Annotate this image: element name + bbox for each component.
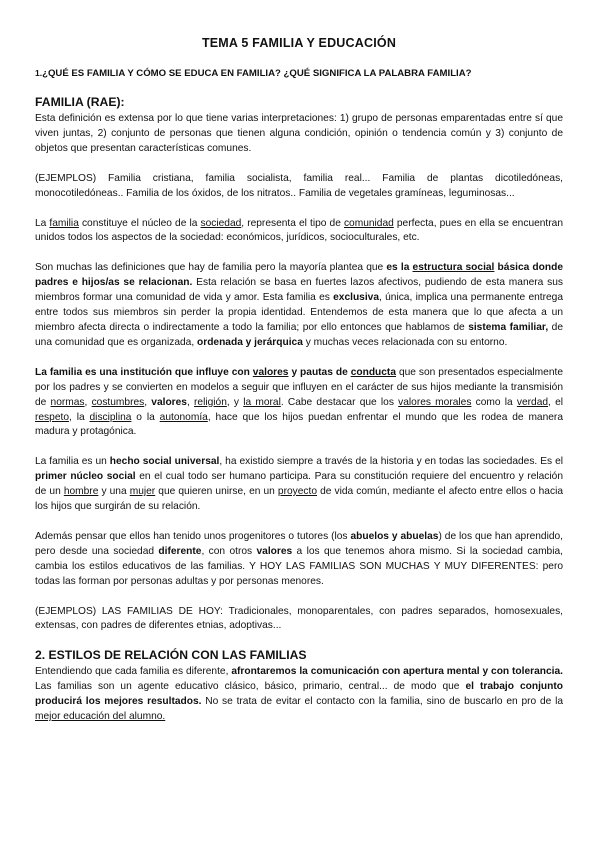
- section-heading-relation-styles: 2. ESTILOS DE RELACIÓN CON LAS FAMILIAS: [35, 648, 307, 663]
- paragraph-definition: Esta definición es extensa por lo que tiene varias interpretaciones: 1) grupo de personas emparentadas entre sí que viven juntas, 2) conjunto de personas que tienen alguna condición, opinión o tendencia común y 3) conjunto de objetos que presentan características comunes.: [35, 113, 563, 154]
- document-title: TEMA 5 FAMILIA Y EDUCACIÓN: [201, 36, 397, 50]
- section-heading-familia-rae: FAMILIA (RAE):: [35, 95, 125, 109]
- paragraph-social-structure: Son muchas las definiciones que hay de familia pero la mayoría plantea que es la estructura social básica donde padres e hijos/as se relacionan. Esta relación se basa en fuertes lazos afectivos, pudiendo de esta manera sus miembros formar una comunidad de vida y amor. Esta familia es exclusiva, única, implica una permanente entrega entre todos sus miembros sin perder la propia identidad. Entendemos de esta manera que lo que afecta a un miembro afecta directa o indirectamente a todo la familia; por ello entonces que hablamos de sistema familiar, de una comunidad que es organizada, ordenada y jerárquica y muchas veces relacionada con su entorno.: [35, 262, 564, 348]
- question-number: 1.: [35, 68, 43, 78]
- paragraph-examples: (EJEMPLOS) Familia cristiana, familia socialista, familia real... Familia de plantas dicotiledóneas, monocotiledóneas.. Familia de los óxidos, de los nitratos.. Familia de vegetales gramíneas, leguminosas...: [35, 172, 563, 199]
- paragraph-progenitors: Además pensar que ellos han tenido unos progenitores o tutores (los abuelos y abuelas) de los que han aprendido, pero desde una sociedad diferente, con otros valores a los que tenemos ahora mismo. Si la sociedad cambia, cambia los estilos educativos de las familias. Y HOY LAS FAMILIAS SON MUCHAS Y MUY DIFERENTES: pero todas las forman por personas adultas y por personas menores.: [35, 530, 564, 587]
- paragraph-social-fact: La familia es un hecho social universal, ha existido siempre a través de la historia y en todas las sociedades. Es el primer núcleo social en el cual todo ser humano participa. Para su constitución requiere del encuentro y relación de un hombre y una mujer que quieren unirse, en un proyecto de vida común, mediante el afecto entre ellos o hacia los hijos que surgirán de su relación.: [35, 456, 564, 513]
- question-heading: [35, 68, 563, 79]
- paragraph-relation-styles: Entendiendo que cada familia es diferente, afrontaremos la comunicación con apertura mental y con tolerancia. Las familias son un agente educativo clásico, básico, primario, central... de modo que el trabajo conjunto producirá los mejores resultados. No se trata de evitar el contacto con la familia, sino de buscarlo en pro de la mejor educación del alumno.: [35, 666, 564, 723]
- paragraph-institution-values: La familia es una institución que influye con valores y pautas de conducta que son presentados especialmente por los padres y se convierten en modelos a seguir que influyen en el carácter de sus hijos mediante la transmisión de normas, costumbres, valores, religión, y la moral. Cabe destacar que los valores morales como la verdad, el respeto, la disciplina o la autonomía, hace que los hijos puedan enfrentar el mundo que les rodea de manera madura y protagónica.: [35, 366, 564, 438]
- paragraph-families-today: (EJEMPLOS) LAS FAMILIAS DE HOY: Tradicionales, monoparentales, con padres separados, homosexuales, extensas, con padres de diferentes etnias, adoptivas...: [35, 605, 563, 632]
- paragraph-family-nucleus: La familia constituye el núcleo de la sociedad, representa el tipo de comunidad perfecta, pues en ella se encuentran unidos todos los aspectos de la sociedad: económicos, jurídicos, socioculturales, etc.: [35, 217, 563, 244]
- document-page: [35, 36, 563, 740]
- question-text: ¿QUÉ ES FAMILIA Y CÓMO SE EDUCA EN FAMILIA? ¿QUÉ SIGNIFICA LA PALABRA FAMILIA?: [42, 68, 472, 79]
